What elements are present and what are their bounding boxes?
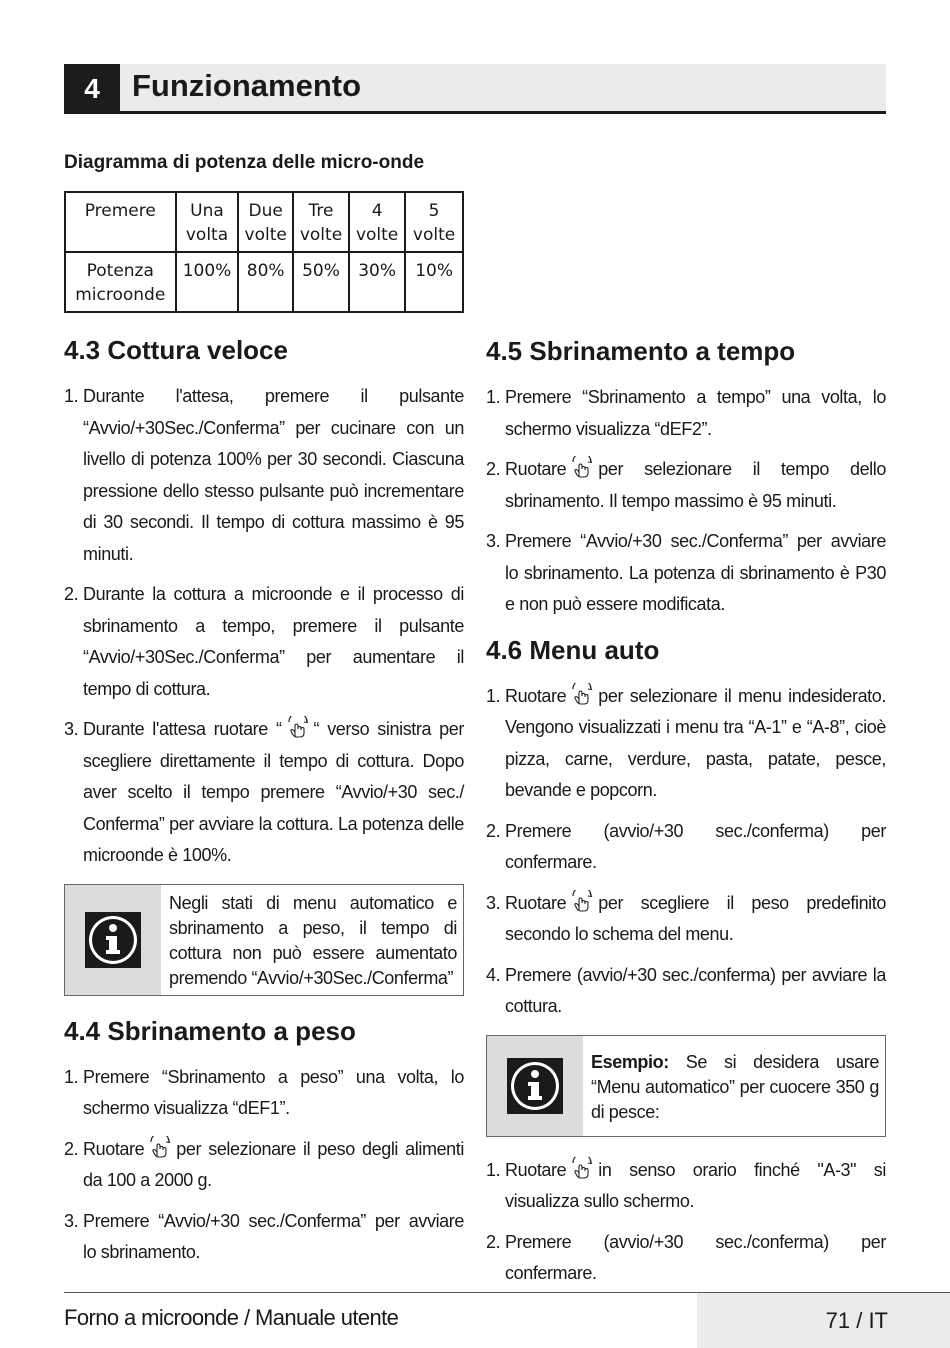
list-item: 2. Premere (avvio/+30 sec./conferma) per confermare. <box>486 820 886 872</box>
table-row <box>65 192 463 252</box>
section-title-cottura-veloce: 4.3 Cottura veloce <box>64 335 288 365</box>
list-item: 1. Ruotare in senso orario finché "A-3" si visualizza sullo schermo. <box>486 1155 886 1218</box>
list-item: 3. Premere “Avvio/+30 sec./Conferma” per avviare lo sbrinamento. <box>64 1210 464 1262</box>
knob-icon <box>285 716 311 738</box>
knob-icon <box>569 890 595 912</box>
list-item: 1. Durante l'attesa, premere il pulsante “Avvio/+30Sec./Conferma” per cucinare con un livello di potenza 100% per 30 secondi. Ciascuna pressione dello stesso pulsante può incrementare di 30 secondi. Il tempo di cottura massimo è 95 minuti. <box>64 386 464 564</box>
chapter-number: 4 <box>64 64 120 114</box>
list-item: 3. Durante l'attesa ruotare “ “ verso sinistra per scegliere direttamente il tempo di cottura. Dopo aver scelto il tempo premere “Avvio/+30 sec./ Conferma” per avviare la cottura. La potenza delle microonde è 100%. <box>64 714 464 872</box>
footer-title: Forno a microonde / Manuale utente <box>64 1305 399 1330</box>
knob-icon <box>569 683 595 705</box>
section-title-sbrinamento-peso: 4.4 Sbrinamento a peso <box>64 1015 356 1046</box>
list-item: 2. Premere (avvio/+30 sec./conferma) per confermare. <box>486 1231 886 1283</box>
power-table <box>64 191 464 313</box>
info-icon <box>85 912 141 968</box>
section-title-sbrinamento-tempo: 4.5 Sbrinamento a tempo <box>486 336 796 366</box>
list-item: 1. Premere “Sbrinamento a peso” una volta, lo schermo visualizza “dEF1”. <box>64 1066 464 1118</box>
table-cell: 10% <box>405 252 463 312</box>
table-cell: 50% <box>293 252 349 312</box>
example-note <box>486 1035 886 1137</box>
chapter-title: Funzionamento <box>132 68 362 103</box>
steps-sbrinamento-peso <box>64 1062 464 1269</box>
list-item: 3. Ruotare per scegliere il peso predefinito secondo lo schema del menu. <box>486 888 886 951</box>
list-item: 1. Premere “Sbrinamento a tempo” una volta, lo schermo visualizza “dEF2”. <box>486 387 886 439</box>
section-title-menu-auto: 4.6 Menu auto <box>486 634 660 665</box>
row-header-power: Potenza microonde <box>65 252 176 312</box>
steps-cottura-veloce <box>64 381 464 872</box>
steps-example <box>486 1155 886 1290</box>
column-header: Una volta <box>176 192 239 252</box>
column-header: Due volte <box>238 192 292 252</box>
left-column <box>64 150 464 1281</box>
list-item: 2. Ruotare per selezionare il tempo dello sbrinamento. Il tempo massimo è 95 minuti. <box>486 454 886 517</box>
info-icon <box>507 1058 563 1114</box>
info-note <box>64 884 464 996</box>
note-text: Negli stati di menu automatico e sbrinamento a peso, il tempo di cottura non può essere aumentato premendo “Avvio/+30Sec./Conferma” <box>169 892 457 988</box>
diagram-title: Diagramma di potenza delle micro-onde <box>64 152 425 173</box>
chapter-header <box>64 64 886 114</box>
table-row <box>65 252 463 312</box>
info-icon-box <box>65 885 161 995</box>
list-item: 3. Premere “Avvio/+30 sec./Conferma” per avviare lo sbrinamento. La potenza di sbrinamento è P30 e non può essere modificata. <box>486 531 886 614</box>
steps-sbrinamento-tempo <box>486 382 886 621</box>
knob-icon <box>569 1157 595 1179</box>
knob-icon <box>147 1136 173 1158</box>
note-text: Esempio: Se si desidera usare “Menu automatico” per cuocere 350 g di pesce: <box>591 1051 879 1122</box>
example-label: Esempio: <box>591 1051 669 1072</box>
page-number: 71 / IT <box>697 1293 950 1348</box>
list-item: 2. Durante la cottura a microonde e il processo di sbrinamento a tempo, premere il pulsante “Avvio/+30Sec./Conferma” per aumentare il tempo di cottura. <box>64 584 464 699</box>
info-icon-box <box>487 1036 583 1136</box>
list-item: 2. Ruotare per selezionare il peso degli alimenti da 100 a 2000 g. <box>64 1134 464 1197</box>
list-item: 1. Ruotare per selezionare il menu indesiderato. Vengono visualizzati i menu tra “A-1” e “A-8”, cioè pizza, carne, verdure, pasta, patate, pesce, bevande e popcorn. <box>486 681 886 807</box>
table-cell: 100% <box>176 252 239 312</box>
right-column <box>486 334 886 1302</box>
steps-menu-auto <box>486 681 886 1023</box>
list-item: 4. Premere (avvio/+30 sec./conferma) per avviare la cottura. <box>486 964 886 1016</box>
column-header: Tre volte <box>293 192 349 252</box>
column-header: 5 volte <box>405 192 463 252</box>
table-cell: 80% <box>238 252 292 312</box>
row-header-press: Premere <box>65 192 176 252</box>
column-header: 4 volte <box>349 192 405 252</box>
knob-icon <box>569 456 595 478</box>
table-cell: 30% <box>349 252 405 312</box>
